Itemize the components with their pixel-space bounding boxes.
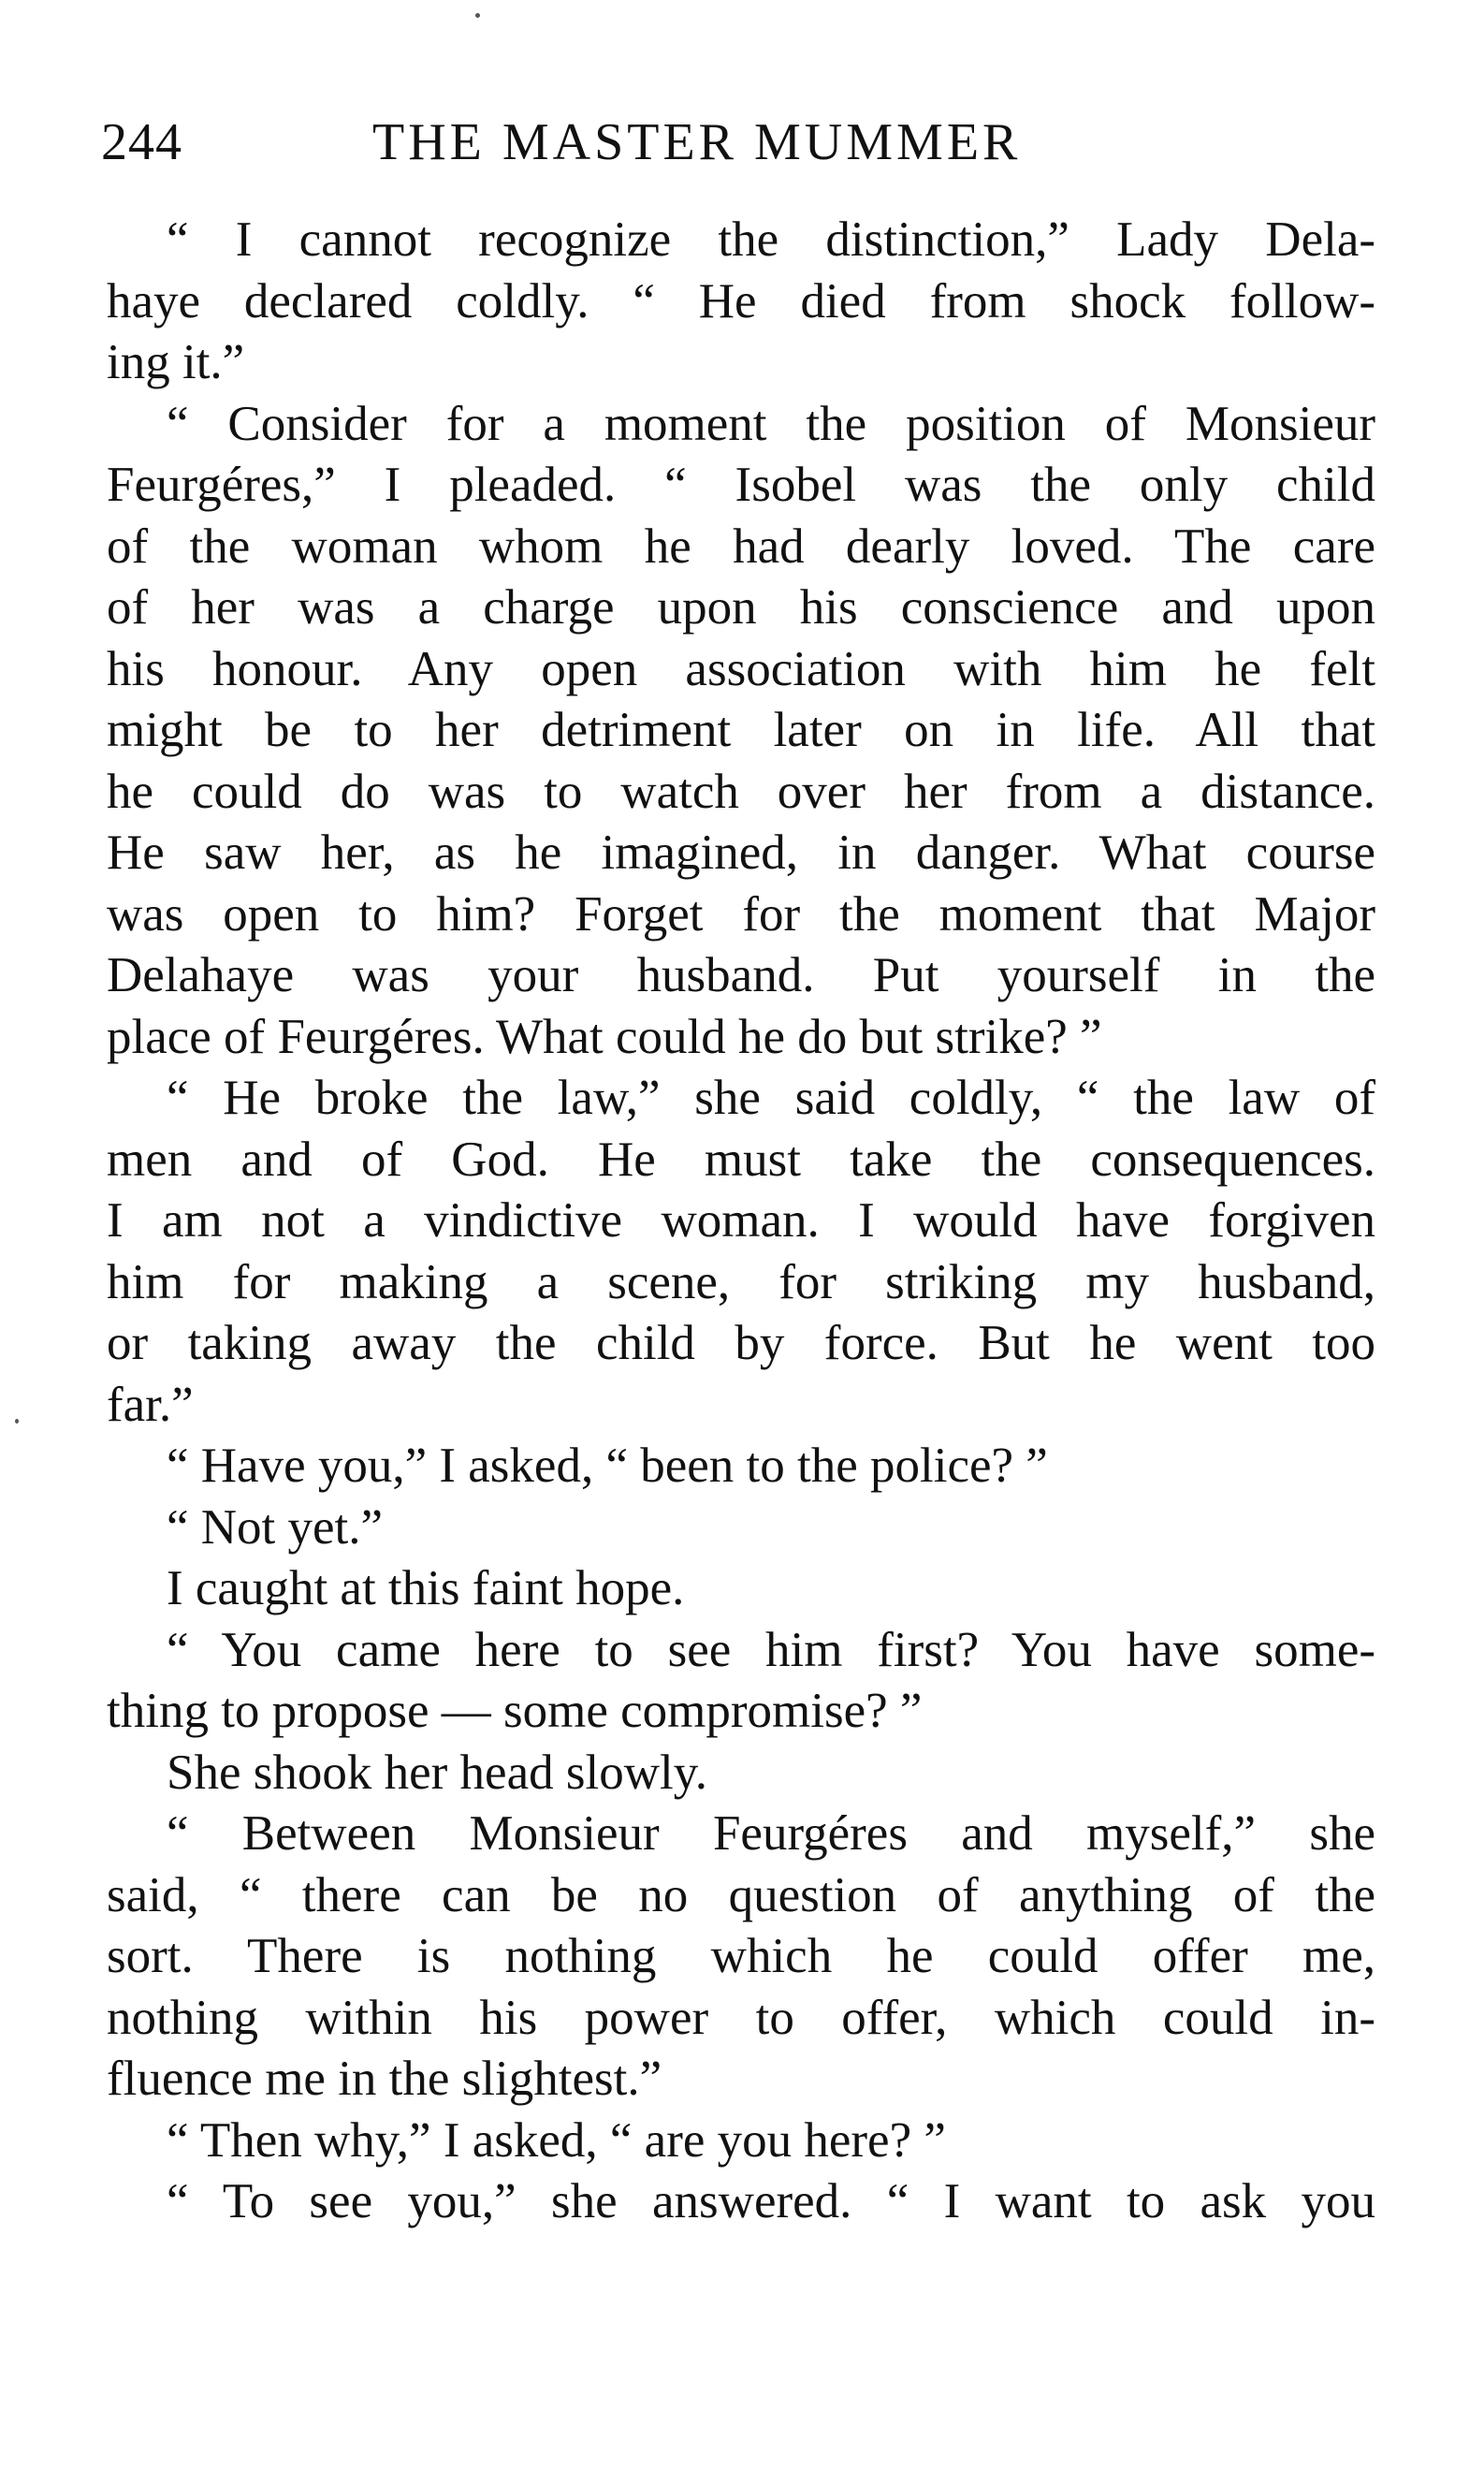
scan-speck <box>475 13 480 18</box>
text-line: “ To see you,” she answered. “ I want to ask you <box>167 2174 1375 2228</box>
text-line: “ Have you,” I asked, “ been to the police? ” <box>167 1439 1048 1493</box>
text-line: Feurgéres,” I pleaded. “ Isobel was the only child <box>107 458 1375 512</box>
text-line: nothing within his power to offer, which could in- <box>107 1990 1375 2045</box>
text-line: “ Between Monsieur Feurgéres and myself,” she <box>167 1806 1375 1861</box>
body-text <box>107 210 1375 2233</box>
text-line: “ Consider for a moment the position of Monsieur <box>167 396 1375 451</box>
scan-speck <box>15 1419 19 1424</box>
text-line: place of Feurgéres. What could he do but strike? ” <box>107 1009 1102 1064</box>
text-line: or taking away the child by force. But he went too <box>107 1316 1375 1370</box>
text-line: men and of God. He must take the consequences. <box>107 1132 1375 1187</box>
text-line: him for making a scene, for striking my husband, <box>107 1254 1375 1309</box>
text-line: of the woman whom he had dearly loved. The care <box>107 519 1375 574</box>
text-line: he could do was to watch over her from a distance. <box>107 764 1375 819</box>
text-line: fluence me in the slightest.” <box>107 2052 662 2106</box>
text-line: “ Not yet.” <box>167 1499 384 1555</box>
text-line: thing to propose — some compromise? ” <box>107 1684 923 1738</box>
page-header <box>101 105 1374 180</box>
text-line: of her was a charge upon his conscience and upon <box>107 580 1375 635</box>
text-line: far.” <box>107 1377 194 1432</box>
running-head: THE MASTER MUMMER <box>372 113 1022 171</box>
text-line: I am not a vindictive woman. I would have forgiven <box>107 1193 1375 1248</box>
text-line: sort. There is nothing which he could offer me, <box>107 1929 1375 1983</box>
text-line: She shook her head slowly. <box>167 1745 708 1800</box>
text-line: “ Then why,” I asked, “ are you here? ” <box>167 2112 946 2168</box>
text-line: his honour. Any open association with him he felt <box>107 641 1375 696</box>
text-line: “ You came here to see him first? You have some- <box>167 1622 1375 1677</box>
text-line: He saw her, as he imagined, in danger. What course <box>107 825 1375 880</box>
text-line: “ He broke the law,” she said coldly, “ the law of <box>167 1071 1375 1125</box>
text-line: might be to her detriment later on in life. All that <box>107 703 1375 757</box>
text-line: was open to him? Forget for the moment that Major <box>107 886 1375 942</box>
text-line: “ I cannot recognize the distinction,” Lady Dela- <box>167 212 1375 267</box>
text-line: I caught at this faint hope. <box>167 1561 685 1615</box>
text-line: ing it.” <box>107 335 245 389</box>
text-line: said, “ there can be no question of anything of the <box>107 1867 1375 1922</box>
page-number: 244 <box>101 113 182 171</box>
text-line: haye declared coldly. “ He died from shock follow- <box>107 273 1375 329</box>
text-line: Delahaye was your husband. Put yourself in the <box>107 948 1375 1002</box>
